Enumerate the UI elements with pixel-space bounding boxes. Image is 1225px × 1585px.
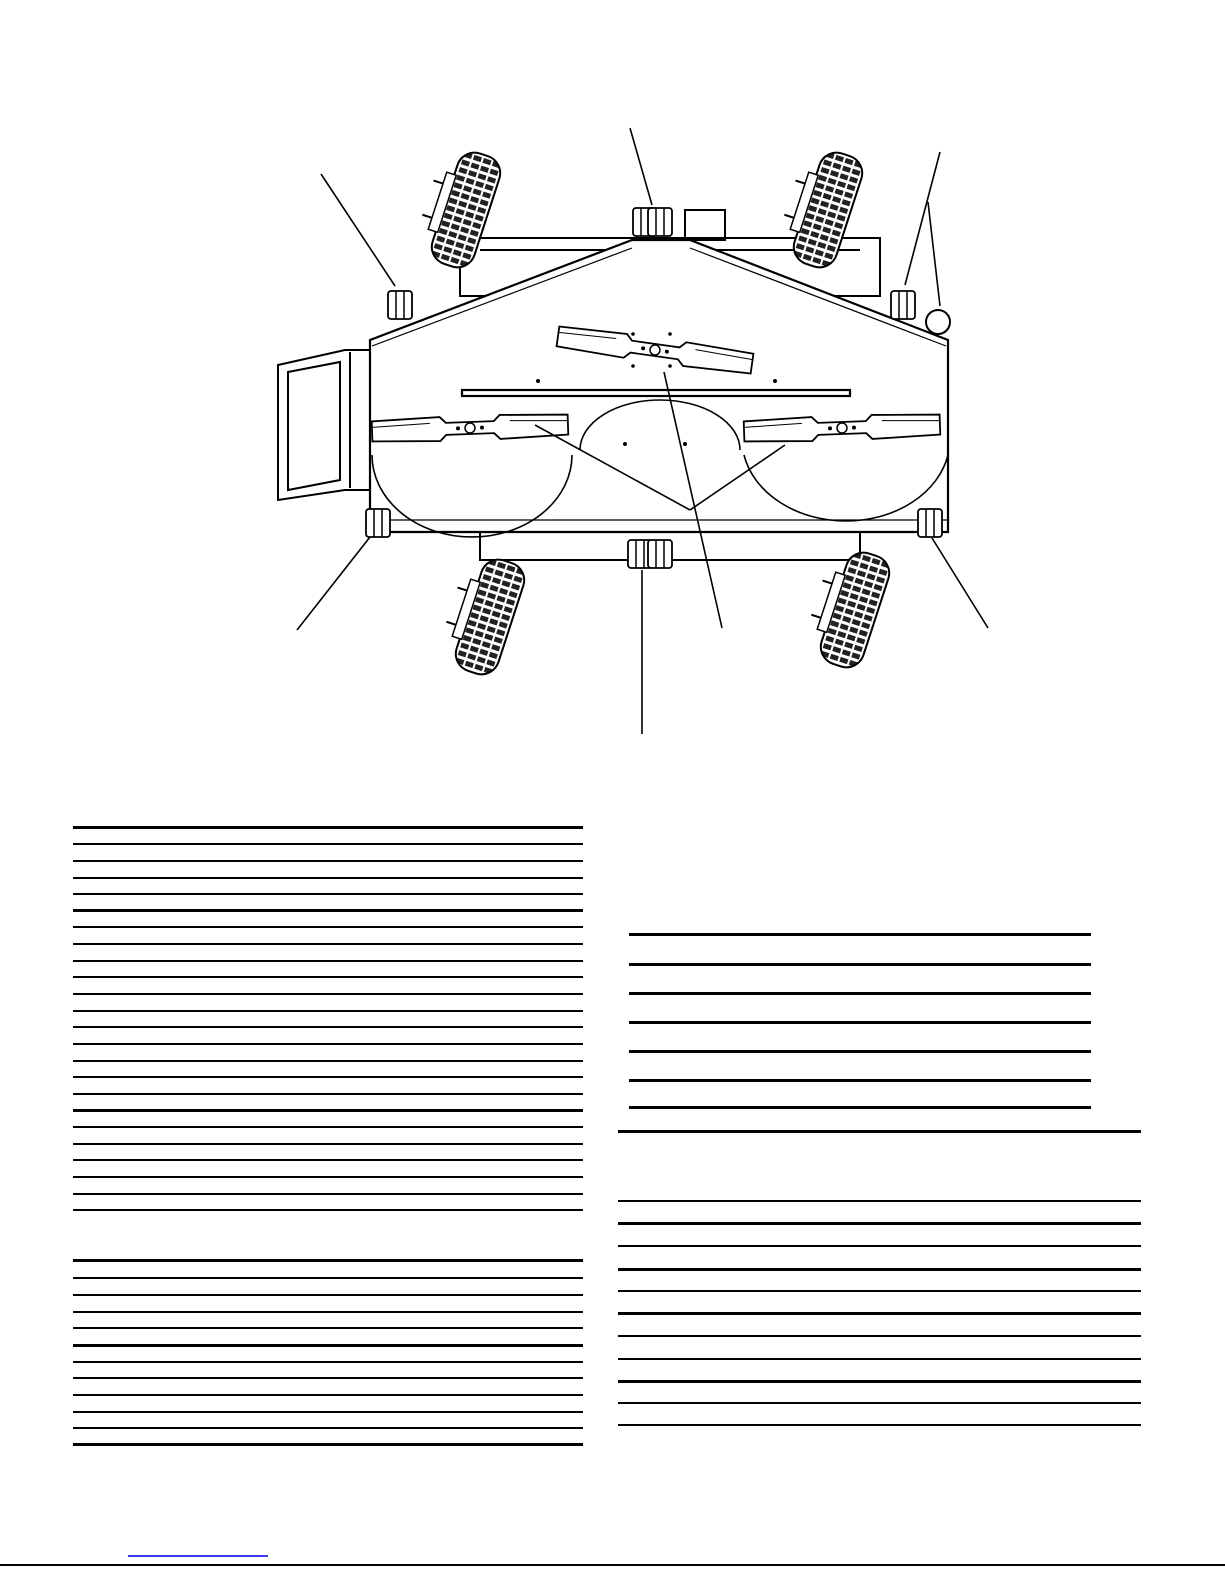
discharge-chute bbox=[278, 350, 372, 500]
parts-table-right-top bbox=[629, 933, 1091, 1113]
parts-table-right-bottom bbox=[618, 1130, 1141, 1430]
parts-table-left-bottom bbox=[73, 1259, 583, 1449]
parts-table-left-top bbox=[73, 826, 583, 1216]
mower-deck-diagram bbox=[0, 0, 1225, 760]
footer-rule bbox=[0, 1564, 1225, 1566]
footer-link[interactable] bbox=[128, 1555, 268, 1557]
